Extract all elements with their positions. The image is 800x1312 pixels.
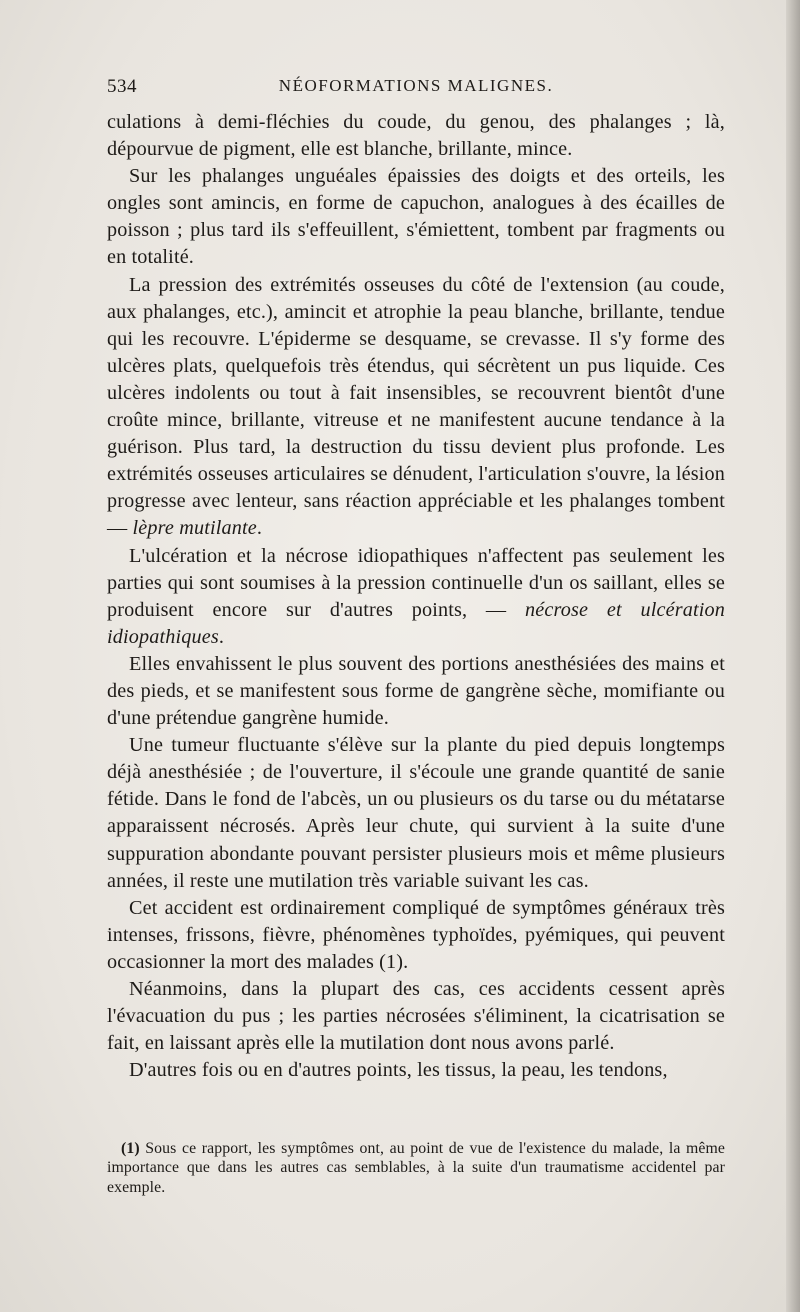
page-edge-shadow xyxy=(786,0,800,1312)
footnotes xyxy=(107,1139,725,1197)
paragraph: Sur les phalanges unguéales épaissies des doigts et des orteils, les ongles sont amincis, en forme de capuchon, analogues à des écailles de poisson ; plus tard ils s'effeuillent, s'émiettent, tombent par fragments ou en totalité. xyxy=(107,165,725,269)
paragraph: Une tumeur fluctuante s'élève sur la plante du pied depuis longtemps déjà anesthésiée ; de l'ouverture, il s'écoule une grande quantité de sanie fétide. Dans le fond de l'abcès, un ou plusieurs os du tarse ou du métatarse apparaissent nécrosés. Après leur chute, qui survient à la suite d'une suppuration abondante pouvant persister plusieurs mois et même plusieurs années, il reste une mutilation très variable suivant les cas. xyxy=(107,734,725,892)
italic-term: nécrose et ulcération idiopathiques xyxy=(107,598,725,648)
footnote-mark: (1) xyxy=(121,1140,140,1157)
paragraph: Néanmoins, dans la plupart des cas, ces accidents cessent après l'évacuation du pus ; les parties nécrosées s'éliminent, la cicatrisation se fait, en laissant après elle la mutilation dont nous avons parlé. xyxy=(107,978,725,1055)
paragraph: L'ulcération et la nécrose idiopathiques n'affectent pas seulement les parties qui sont soumises à la pression continuelle d'un os saillant, elles se produisent encore sur d'autres points, — nécrose et ulcération idiopathiques. xyxy=(107,544,725,648)
italic-term: lèpre mutilante xyxy=(132,517,257,540)
page-header xyxy=(107,76,725,100)
body-text xyxy=(107,109,725,1084)
running-head: NÉOFORMATIONS MALIGNES. xyxy=(278,76,554,95)
paragraph: culations à demi-fléchies du coude, du genou, des phalanges ; là, dépourvue de pigment, elle est blanche, brillante, mince. xyxy=(107,111,725,161)
paragraph: D'autres fois ou en d'autres points, les tissus, la peau, les tendons, xyxy=(129,1059,668,1082)
paragraph: La pression des extrémités osseuses du côté de l'extension (au coude, aux phalanges, etc.), amincit et atrophie la peau blanche, brillante, tendue qui les recouvre. L'épiderme se desquame, se crevasse. Il s'y forme des ulcères plats, quelquefois très étendus, qui sécrètent un pus liquide. Ces ulcères indolents ou tout à fait insensibles, se recouvrent bientôt d'une croûte mince, brillante, vitreuse et ne manifestent aucune tendance à la guérison. Plus tard, la destruction du tissu devient plus profonde. Les extrémités osseuses articulaires se dénudent, l'articulation s'ouvre, la lésion progresse avec lenteur, sans réaction appréciable et les phalanges tombent — lèpre mutilante. xyxy=(107,273,725,540)
footnote: (1) Sous ce rapport, les symptômes ont, au point de vue de l'existence du malade, la même importance que dans les autres cas semblables, à la suite d'un traumatisme accidentel par exemple. xyxy=(107,1140,725,1196)
page-number: 534 xyxy=(107,76,137,97)
paragraph: Elles envahissent le plus souvent des portions anesthésiées des mains et des pieds, et se manifestent sous forme de gangrène sèche, momifiante ou d'une prétendue gangrène humide. xyxy=(107,652,725,730)
paragraph: Cet accident est ordinairement compliqué de symptômes généraux très intenses, frissons, fièvre, phénomènes typhoïdes, pyémiques, qui peuvent occasionner la mort des malades (1). xyxy=(107,896,725,973)
